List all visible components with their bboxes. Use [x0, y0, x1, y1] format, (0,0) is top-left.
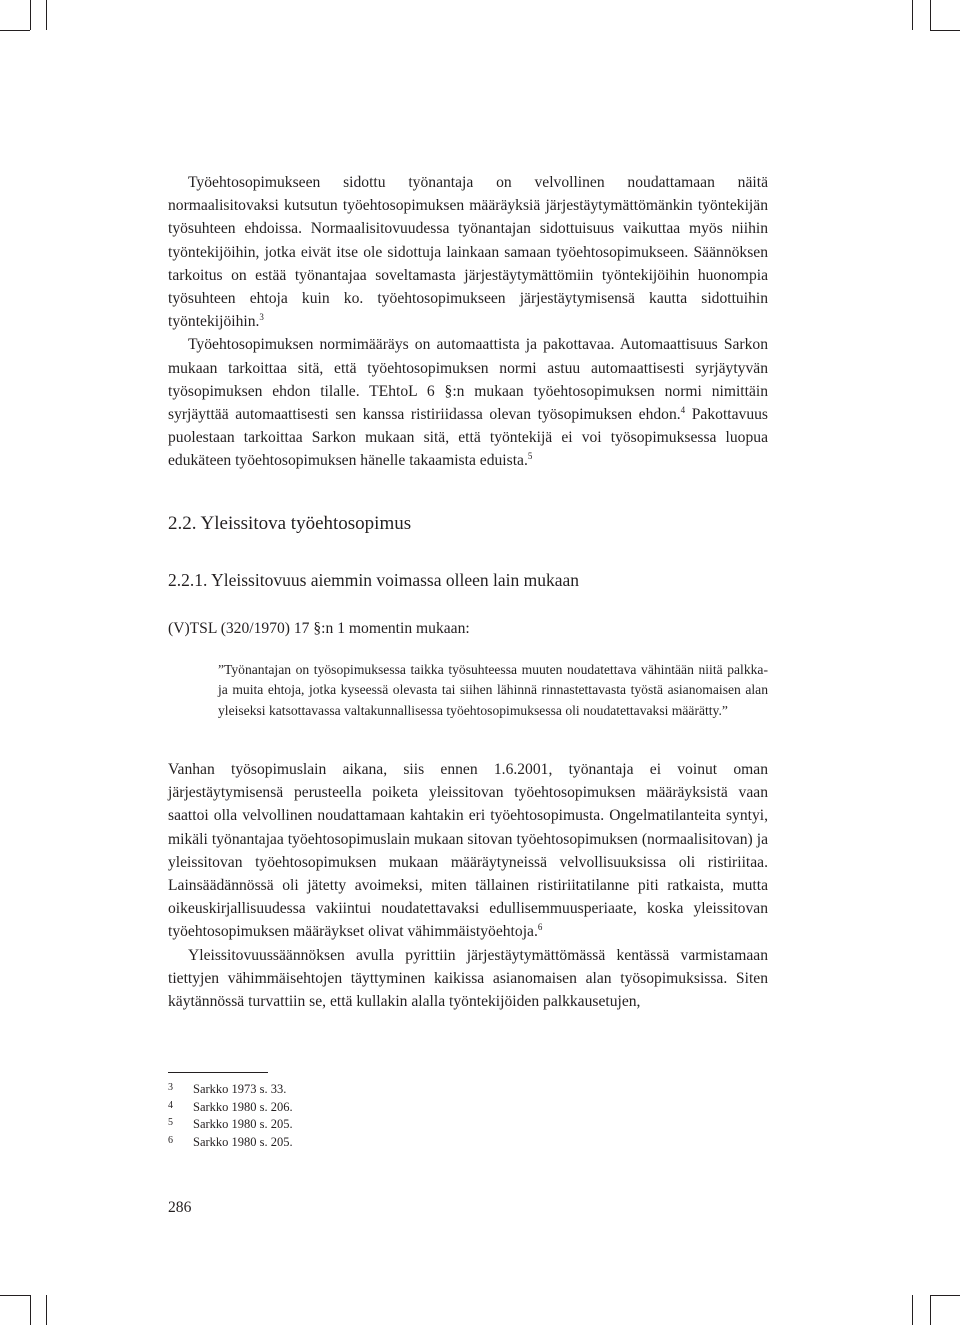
body-text-top	[168, 171, 768, 473]
page-number: 286	[168, 1199, 192, 1216]
footnote-number: 3	[168, 1082, 173, 1093]
crop-mark	[930, 0, 931, 30]
footnote-text: Sarkko 1980 s. 205.	[193, 1117, 293, 1131]
footnote-text: Sarkko 1973 s. 33.	[193, 1082, 287, 1096]
paragraph-text: Työehtosopimukseen sidottu työnantaja on velvollinen noudattamaan näitä normaalisitovaksi kutsutun työehtosopimuksen määräyksiä järjestäytymättömänkin työntekijän työsuhteen ehdoissa. Normaalisitovuudessa työnantajan sidottuisuus vaikuttaa myös niihin työntekijöihin, jotka eivät itse ole sidottuja lainkaan samaan työehtosopimukseen. Säännöksen tarkoitus on estää työnantajaa soveltamasta järjestäytymättömiin työntekijöihin huonompia työsuhteen ehtoja kuin ko. työehtosopimukseen järjestäytymisensä kautta sidottuihin työntekijöihin.	[168, 174, 768, 331]
crop-mark	[912, 0, 913, 30]
footnote-text: Sarkko 1980 s. 205.	[193, 1134, 293, 1149]
subsection-heading: 2.2.1. Yleissitovuus aiemmin voimassa olleen lain mukaan	[168, 570, 580, 590]
footnote	[168, 1134, 293, 1152]
footnote-ref: 4	[680, 405, 686, 416]
footnote-number: 4	[168, 1099, 173, 1111]
paragraph-text: Vanhan työsopimuslain aikana, siis ennen 1.6.2001, työnantaja ei voinut oman järjestäytymisensä perusteella poiketa yleissitovan työehtosopimuksen määräyksistä vaan saattoi olla velvollinen noudattamaan kahtakin eri työehtosopimusta. Ongelmatilanteita syntyi, mikäli työnantajaa työehtosopimuslain mukaan sitovan työehtosopimuksen (normaalisitovan) ja yleissitovan työehtosopimuksen mukaan määräytyneissä velvollisuuksissa oli ristiriitaa. Lainsäädännössä oli jätetty avoimeksi, miten tällainen ristiriitatilanne piti ratkaista, mutta oikeuskirjallisuudessa vakiintui noudatettavaksi edullisemmuusperiaate, koska yleissitovan työehtosopimuksen määräykset olivat vähimmäistyöehtoja.	[168, 761, 768, 941]
crop-mark	[46, 1295, 47, 1325]
crop-mark	[930, 30, 960, 31]
crop-mark	[930, 1295, 931, 1325]
crop-mark	[0, 1295, 30, 1296]
paragraph	[168, 171, 768, 333]
footnote-text: Sarkko 1980 s. 206.	[193, 1099, 293, 1114]
footnote-ref: 3	[259, 312, 264, 323]
body-text-bottom	[168, 758, 768, 1013]
footnotes	[168, 1081, 293, 1151]
crop-mark	[912, 1295, 913, 1325]
footnote-separator	[168, 1072, 268, 1073]
paragraph-text: Työehtosopimuksen normimääräys on automaattista ja pakottavaa. Automaattisuus Sarkon mukaan tarkoittaa sitä, että työehtosopimuksen normi astuu automaattisesti syrjäytyvän työsopimuksen ehdon tilalle. TEhtoL 6 §:n mukaan työehtosopimuksen normi nimittäin syrjäyttää automaattisesti sen kanssa ristiriidassa olevan työsopimuksen ehdon.	[168, 336, 768, 424]
footnote-number: 5	[168, 1117, 173, 1128]
footnote-ref: 6	[537, 922, 543, 933]
paragraph	[168, 944, 768, 1014]
paragraph-text: Yleissitovuussäännöksen avulla pyrittiin järjestäytymättömässä kentässä varmistamaan tiettyjen vähimmäisehtojen täyttyminen kaikissa asianomaisen alan työsopimuksissa. Siten käytännössä turvattiin se, että kullakin alalla työntekijöiden palkkausetujen,	[168, 946, 768, 1011]
paragraph	[168, 758, 768, 944]
paragraph-text: Pakottavuus puolestaan tarkoittaa Sarkon mukaan sitä, että työntekijä ei voi työsopimuksessa luopua edukäteen työehtosopimuksen hänelle takaamista eduista.	[168, 406, 768, 470]
paragraph	[168, 333, 768, 472]
footnote-number: 6	[168, 1134, 173, 1146]
statute-quote: ”Työnantajan on työsopimuksessa taikka työsuhteessa muuten noudatettava vähintään niitä palkka- ja muita ehtoja, jotka kyseessä olevasta tai siihen lähinnä rinnastettavasta työstä asianomaisen alan yleiseksi katsottavassa valtakunnallisessa työehtosopimuksessa oli noudatettavaksi määrätty.”	[218, 662, 768, 718]
crop-mark	[930, 1295, 960, 1296]
lead-in-text: (V)TSL (320/1970) 17 §:n 1 momentin mukaan:	[168, 620, 470, 637]
footnote-ref: 5	[527, 451, 533, 462]
crop-mark	[30, 1295, 31, 1325]
crop-mark	[30, 0, 31, 30]
crop-mark	[46, 0, 47, 30]
crop-mark	[0, 30, 30, 31]
section-heading: 2.2. Yleissitova työehtosopimus	[168, 513, 412, 534]
